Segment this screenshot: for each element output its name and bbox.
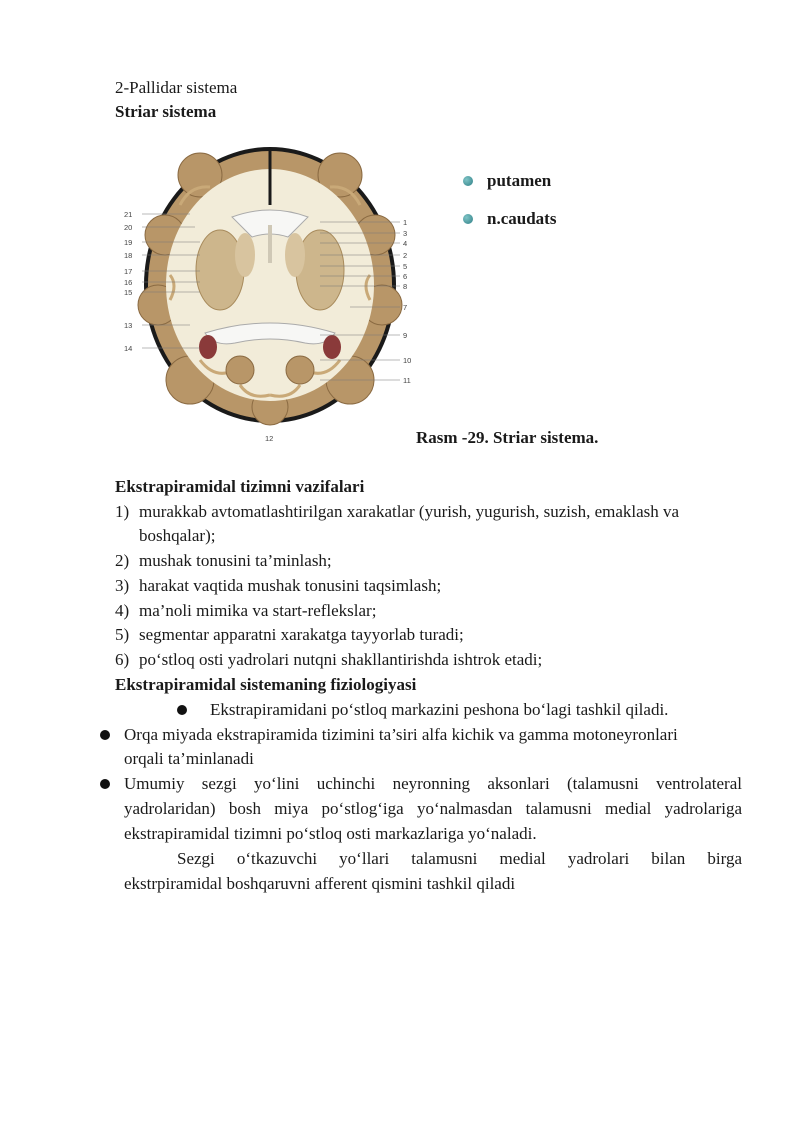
bullet-icon (177, 705, 187, 715)
bullet-icon (100, 730, 110, 740)
list-item-number: 4) (115, 601, 130, 620)
bullet-icon (100, 779, 110, 789)
figure-label-left: 14 (124, 344, 133, 353)
section-heading-physiology: Ekstrapiramidal sistemaning fiziologiyasi (115, 675, 417, 694)
list-item-number: 2) (115, 551, 130, 570)
list-item: harakat vaqtida mushak tonusini taqsimlash; (139, 576, 442, 595)
bullet-text: Ekstrapiramidani po‘stloq markazini peshona bo‘lagi tashkil qiladi. (210, 700, 669, 719)
figure-label-left: 17 (124, 267, 133, 276)
legend-bullet-icon (463, 176, 473, 186)
figure-label-right: 2 (403, 251, 408, 260)
brain-section-illustration (120, 145, 430, 445)
list-item: ma’noli mimika va start-reflekslar; (139, 601, 377, 620)
figure-label-left: 15 (124, 288, 133, 297)
section-subtitle: 2-Pallidar sistema (115, 78, 238, 97)
list-item: mushak tonusini ta’minlash; (139, 551, 332, 570)
list-item: segmentar apparatni xarakatga tayyorlab turadi; (139, 625, 464, 644)
figure-caption: Rasm -29. Striar sistema. (416, 428, 599, 447)
section-title: Striar sistema (115, 102, 217, 121)
legend-item-caudats: n.caudats (487, 209, 557, 228)
figure-label-right: 3 (403, 229, 408, 238)
figure-label-right: 1 (403, 218, 408, 227)
paragraph-text-continuation: ekstrpiramidal boshqaruvni afferent qismini tashkil qiladi (124, 874, 516, 893)
figure-label-left: 20 (124, 223, 133, 232)
list-item: po‘stloq osti yadrolari nutqni shakllantirishda ishtrok etadi; (139, 650, 543, 669)
figure-label-right: 8 (403, 282, 408, 291)
list-item-number: 5) (115, 625, 130, 644)
figure-label-right: 10 (403, 356, 412, 365)
list-item-number: 6) (115, 650, 130, 669)
list-item-number: 3) (115, 576, 130, 595)
figure-label-right: 6 (403, 272, 408, 281)
figure-label-left: 21 (124, 210, 133, 219)
figure-label-right: 5 (403, 262, 408, 271)
bullet-text-continuation: yadrolaridan) bosh miya po‘stlog‘iga yo‘nalmasdan talamusni medial yadrolariga (124, 799, 742, 818)
figure-label-right: 4 (403, 239, 408, 248)
legend-item-putamen: putamen (487, 171, 552, 190)
figure-label-right: 7 (403, 303, 408, 312)
figure-label-left: 16 (124, 278, 133, 287)
figure-label-right: 9 (403, 331, 408, 340)
list-item-number: 1) (115, 502, 130, 521)
legend-bullet-icon (463, 214, 473, 224)
bullet-text-continuation: orqali ta’minlanadi (124, 749, 254, 768)
bullet-text-continuation: ekstrapiramidal tizimni po‘stloq osti markazlariga yo‘naladi. (124, 824, 537, 843)
figure-label-left: 19 (124, 238, 133, 247)
bullet-text: Umumiy sezgi yo‘lini uchinchi neyronning aksonlari (talamusni ventrolateral (124, 774, 742, 793)
figure-label-left: 13 (124, 321, 133, 330)
section-heading-functions: Ekstrapiramidal tizimni vazifalari (115, 477, 365, 496)
list-item-continuation: boshqalar); (139, 526, 216, 545)
figure-label-bottom: 12 (265, 434, 274, 443)
list-item: murakkab avtomatlashtirilgan xarakatlar (yurish, yugurish, suzish, emaklash va (139, 502, 680, 521)
figure-label-left: 18 (124, 251, 133, 260)
paragraph-text: Sezgi o‘tkazuvchi yo‘llari talamusni medial yadrolari bilan birga (177, 849, 742, 868)
bullet-text: Orqa miyada ekstrapiramida tizimini ta’siri alfa kichik va gamma motoneyronlari (124, 725, 678, 744)
figure-label-right: 11 (403, 376, 411, 385)
brain-figure (120, 145, 430, 445)
